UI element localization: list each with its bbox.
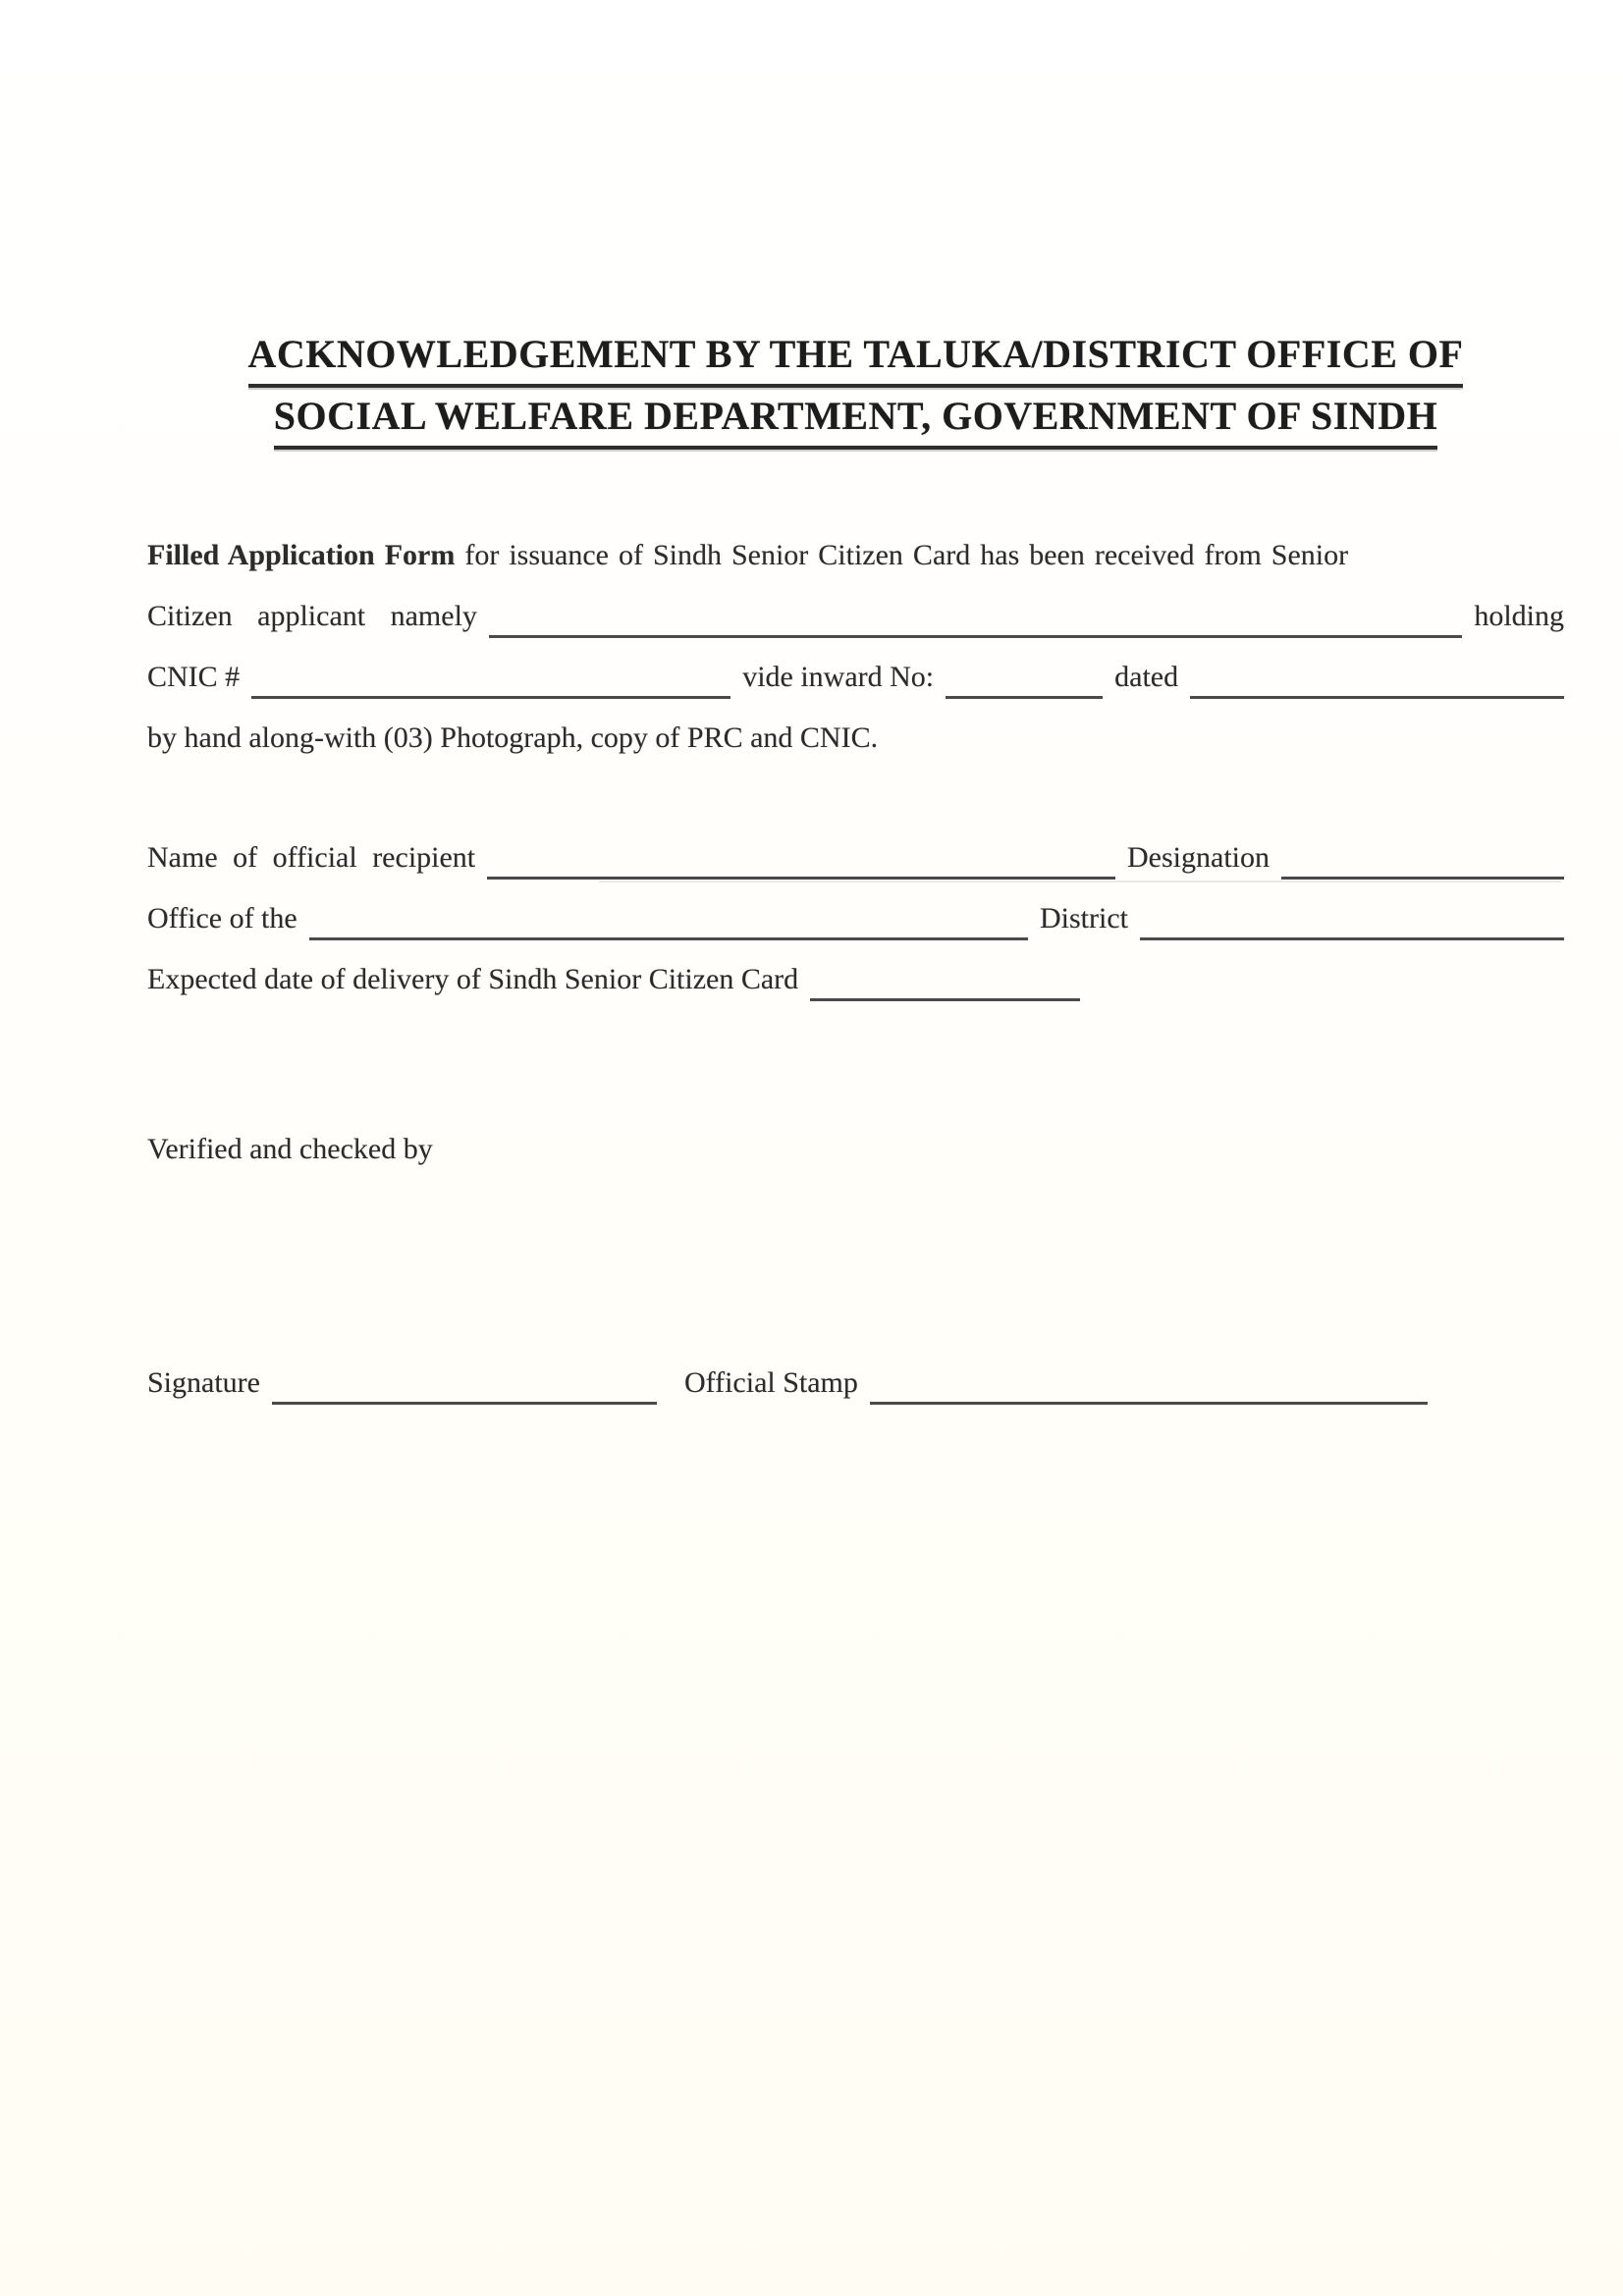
expected-date-label: Expected date of delivery of Sindh Senior Citizen Card [147,963,799,995]
form-title-line1: ACKNOWLEDGEMENT BY THE TALUKA/DISTRICT OFFICE OF [248,326,1464,388]
scan-artifact-line [599,881,1561,882]
cnic-label: CNIC # [147,661,241,693]
district-label: District [1040,902,1128,934]
applicant-name-blank [489,586,1462,638]
intro-bold-lead: Filled Application Form [147,539,456,571]
inward-no-blank [946,647,1103,699]
recipient-label: Name of official recipient [147,841,476,874]
designation-label: Designation [1127,841,1270,874]
intro-paragraph [147,525,1564,769]
dated-label: dated [1114,661,1179,693]
applicant-name-label: Citizen applicant namely [147,600,477,632]
office-label: Office of the [147,902,298,934]
verified-label: Verified and checked by [147,1133,433,1165]
recipient-row [147,828,1564,888]
official-stamp-blank [870,1353,1428,1405]
cnic-blank [251,647,730,699]
cnic-row [147,647,1564,708]
intro-line1-rest: for issuance of Sindh Senior Citizen Card has been received from Senior [464,539,1349,571]
designation-blank [1281,828,1564,880]
form-content [147,0,1564,2296]
office-blank [309,888,1028,940]
intro-line4: by hand along-with (03) Photograph, copy of PRC and CNIC. [147,721,879,754]
signature-row [147,1353,1564,1414]
dated-blank [1190,647,1564,699]
applicant-name-row [147,586,1564,647]
signature-section [147,1353,1564,1414]
officials-section [147,828,1564,1010]
district-blank [1140,888,1564,940]
signature-label: Signature [147,1366,260,1399]
form-title-line2: SOCIAL WELFARE DEPARTMENT, GOVERNMENT OF SINDH [274,388,1437,450]
inward-no-label: vide inward No: [742,661,935,693]
intro-line1 [147,525,1564,586]
signature-blank [272,1353,657,1405]
office-row [147,888,1564,949]
holding-label: holding [1474,600,1564,632]
recipient-blank [487,828,1115,880]
expected-date-blank [810,949,1080,1001]
form-title [147,326,1564,450]
official-stamp-label: Official Stamp [683,1366,858,1399]
verified-section [147,1119,1564,1180]
expected-date-row [147,949,1564,1010]
